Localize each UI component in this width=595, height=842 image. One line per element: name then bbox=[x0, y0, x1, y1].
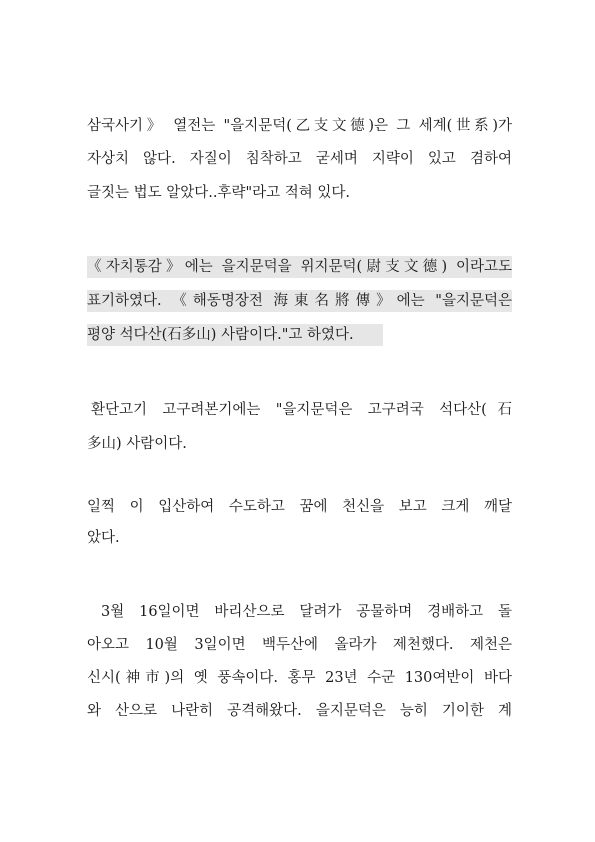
paragraph-5-line-2: 아오고 10월 3일이면 백두산에 올라가 제천했다. 제천은 bbox=[87, 637, 512, 653]
paragraph-5-line-4: 와 산으로 나란히 공격해왔다. 을지문덕은 능히 기이한 계 bbox=[87, 703, 512, 719]
paragraph-3-line-2: 多山) 사람이다. bbox=[87, 436, 187, 452]
paragraph-3-line-1: 환단고기 고구려본기에는 "을지문덕은 고구려국 석다산(石 bbox=[91, 402, 512, 418]
paragraph-5-line-3: 신시(神市)의 옛 풍속이다. 홍무 23년 수군 130여반이 바다 bbox=[87, 670, 512, 686]
paragraph-2-line-3: 평양 석다산(石多山) 사람이다."고 하였다. bbox=[87, 324, 383, 346]
paragraph-2-line-2: 표기하였다. 《해동명장전 海東名將傳》에는 "을지문덕은 bbox=[87, 290, 512, 312]
paragraph-1-line-1: 삼국사기》 열전는 "을지문덕(乙支文德)은 그 세계(世系)가 bbox=[87, 118, 512, 134]
paragraph-1-line-3: 글짓는 법도 알았다..후략"라고 적혀 있다. bbox=[87, 185, 351, 201]
paragraph-1-line-2: 자상치 않다. 자질이 침착하고 굳세며 지략이 있고 겸하여 bbox=[87, 151, 512, 167]
paragraph-2-line-1: 《자치통감》에는 을지문덕을 위지문덕(尉支文德) 이라고도 bbox=[87, 256, 512, 278]
paragraph-4-line-2: 았다. bbox=[87, 530, 120, 546]
paragraph-5-line-1: 3월 16일이면 바리산으로 달려가 공물하며 경배하고 돌 bbox=[101, 604, 512, 620]
paragraph-4-line-1: 일찍 이 입산하여 수도하고 꿈에 천신을 보고 크게 깨달 bbox=[87, 499, 512, 515]
